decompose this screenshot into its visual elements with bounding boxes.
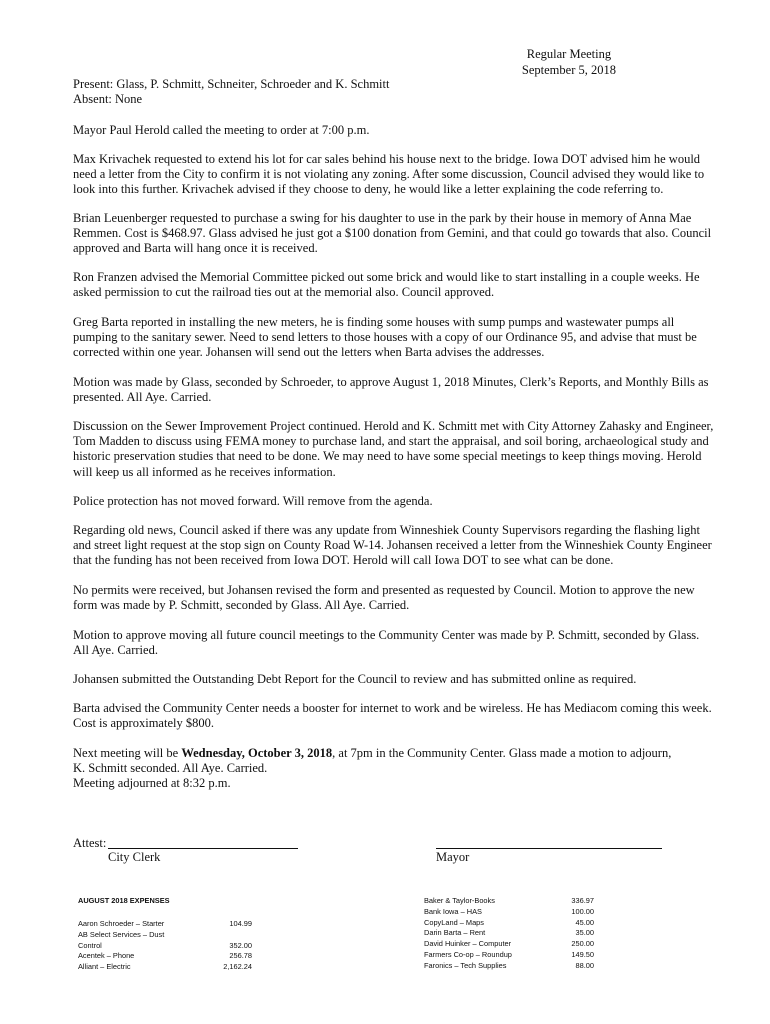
expense-name: Aaron Schroeder – Starter xyxy=(78,919,165,928)
expense-amount: 2,162.24 xyxy=(223,962,252,972)
expense-row xyxy=(78,930,252,941)
paragraph-krivachek: Max Krivachek requested to extend his lot for car sales behind his house next to the bridge. Iowa DOT advised him he would need a letter from the City to confirm it is not violating any zoning. After some discussion, Council advised they would like to look into this further. Krivachek advised if they choose to deny, he would like a letter explaining the code referring to. xyxy=(73,152,705,197)
expense-amount: 35.00 xyxy=(575,928,594,938)
mayor-label: Mayor xyxy=(436,850,470,864)
clerk-label: City Clerk xyxy=(108,850,161,864)
paragraph-barta-meters: Greg Barta reported in installing the new meters, he is finding some houses with sump pumps and wastewater pumps all pumping to the sanitary sewer. Need to send letters to those houses with a copy of our Ordinance 95, and advise that must be corrected within one year. Johansen will send out the letters when Barta advises the addresses. xyxy=(73,315,697,360)
expense-row xyxy=(78,941,252,952)
present-line: Present: Glass, P. Schmitt, Schneiter, Schroeder and K. Schmitt xyxy=(73,77,390,91)
expense-name: Acentek – Phone xyxy=(78,951,135,961)
expense-row xyxy=(424,918,594,929)
meeting-type: Regular Meeting xyxy=(526,47,612,61)
expense-row xyxy=(78,962,252,973)
expense-row xyxy=(424,939,594,950)
expense-amount: 352.00 xyxy=(229,940,252,950)
paragraph-sewer-project: Discussion on the Sewer Improvement Project continued. Herold and K. Schmitt met with City Attorney Zahasky and Engineer, Tom Madden to discuss using FEMA money to purchase land, and start the appraisal, and soil boring, archaeological study and historic preservation studies that need to be done. We may need to have some special meetings to keep things moving. Herold will keep us all informed as he receives information. xyxy=(73,419,714,479)
expenses-right-column xyxy=(424,896,594,972)
paragraph-call-to-order: Mayor Paul Herold called the meeting to order at 7:00 p.m. xyxy=(73,123,370,137)
expense-name: AB Select Services – Dust xyxy=(78,929,165,939)
expense-row xyxy=(424,896,594,907)
next-meeting-line1 xyxy=(73,746,716,761)
expense-amount: 336.97 xyxy=(571,896,594,905)
paragraph-old-news: Regarding old news, Council asked if there was any update from Winneshiek County Supervisors regarding the flashing light and street light request at the stop sign on County Road W-14. Johansen received a letter from the Winneshiek County Engineer that the funding has not been received from Iowa DOT. Herold will call Iowa DOT to see what can be done. xyxy=(73,523,712,568)
expense-name: Faronics – Tech Supplies xyxy=(424,960,507,970)
next-meeting-prefix: Next meeting will be xyxy=(73,746,182,760)
paragraph-leuenberger: Brian Leuenberger requested to purchase a swing for his daughter to use in the park by their house in memory of Anna Mae Remmen. Cost is $468.97. Glass advised he just got a $100 donation from Gemini, and that could go towards that also. Council approved and Barta will hang once it is received. xyxy=(73,211,712,256)
expense-name: Baker & Taylor-Books xyxy=(424,896,495,905)
paragraph-booster: Barta advised the Community Center needs a booster for internet to work and be wireless. He has Mediacom coming this week. Cost is approximately $800. xyxy=(73,701,712,731)
next-meeting xyxy=(73,746,716,792)
paragraph-debt-report: Johansen submitted the Outstanding Debt Report for the Council to review and has submitted online as required. xyxy=(73,672,637,686)
expense-row xyxy=(78,919,252,930)
expense-name: CopyLand – Maps xyxy=(424,917,484,927)
next-meeting-suffix: , at 7pm in the Community Center. Glass made a motion to adjourn, xyxy=(332,746,672,760)
paragraph-police: Police protection has not moved forward. Will remove from the agenda. xyxy=(73,494,433,508)
next-meeting-line2: K. Schmitt seconded. All Aye. Carried. xyxy=(73,761,268,776)
mayor-signature-line xyxy=(436,848,662,849)
expense-amount: 149.50 xyxy=(571,949,594,959)
expense-name: Farmers Co-op – Roundup xyxy=(424,949,512,959)
paragraph-permits: No permits were received, but Johansen revised the form and presented as requested by Council. Motion to approve the new form was made by P. Schmitt, seconded by Glass. All Aye. Carried. xyxy=(73,583,695,613)
expense-amount: 256.78 xyxy=(229,951,252,961)
next-meeting-date: Wednesday, October 3, 2018 xyxy=(181,746,333,760)
expenses-title: AUGUST 2018 EXPENSES xyxy=(78,896,170,905)
paragraph-minutes-motion: Motion was made by Glass, seconded by Schroeder, to approve August 1, 2018 Minutes, Clerk’s Reports, and Monthly Bills as presented. All Aye. Carried. xyxy=(73,375,709,405)
attest-label: Attest: xyxy=(73,836,107,850)
expense-amount xyxy=(198,930,252,941)
expense-name: Darin Barta – Rent xyxy=(424,928,486,938)
expense-amount: 88.00 xyxy=(575,960,594,970)
expense-name: Alliant – Electric xyxy=(78,962,131,972)
expense-amount: 45.00 xyxy=(575,917,594,927)
expenses-left-column xyxy=(78,919,252,973)
paragraph-community-center-meetings: Motion to approve moving all future council meetings to the Community Center was made by P. Schmitt, seconded by Glass. All Aye. Carried. xyxy=(73,628,700,658)
paragraph-franzen: Ron Franzen advised the Memorial Committee picked out some brick and would like to start installing in a couple weeks. He asked permission to cut the railroad ties out at the memorial also. Council approved. xyxy=(73,270,700,300)
expense-row xyxy=(424,928,594,939)
expense-amount: 100.00 xyxy=(571,906,594,916)
meeting-header xyxy=(522,46,616,78)
expense-row xyxy=(424,950,594,961)
absent-line: Absent: None xyxy=(73,92,143,107)
expense-amount: 250.00 xyxy=(571,939,594,949)
meeting-date: September 5, 2018 xyxy=(521,63,616,77)
expense-row xyxy=(424,907,594,918)
adjourned-line: Meeting adjourned at 8:32 p.m. xyxy=(73,776,231,791)
expense-amount: 104.99 xyxy=(229,919,252,928)
expense-name: Bank Iowa – HAS xyxy=(424,906,482,916)
expense-row xyxy=(424,961,594,972)
attendance xyxy=(73,77,716,107)
clerk-signature-line xyxy=(108,848,298,849)
expense-row xyxy=(78,951,252,962)
expense-name: David Huinker – Computer xyxy=(424,939,512,949)
expense-name: Control xyxy=(78,940,102,950)
